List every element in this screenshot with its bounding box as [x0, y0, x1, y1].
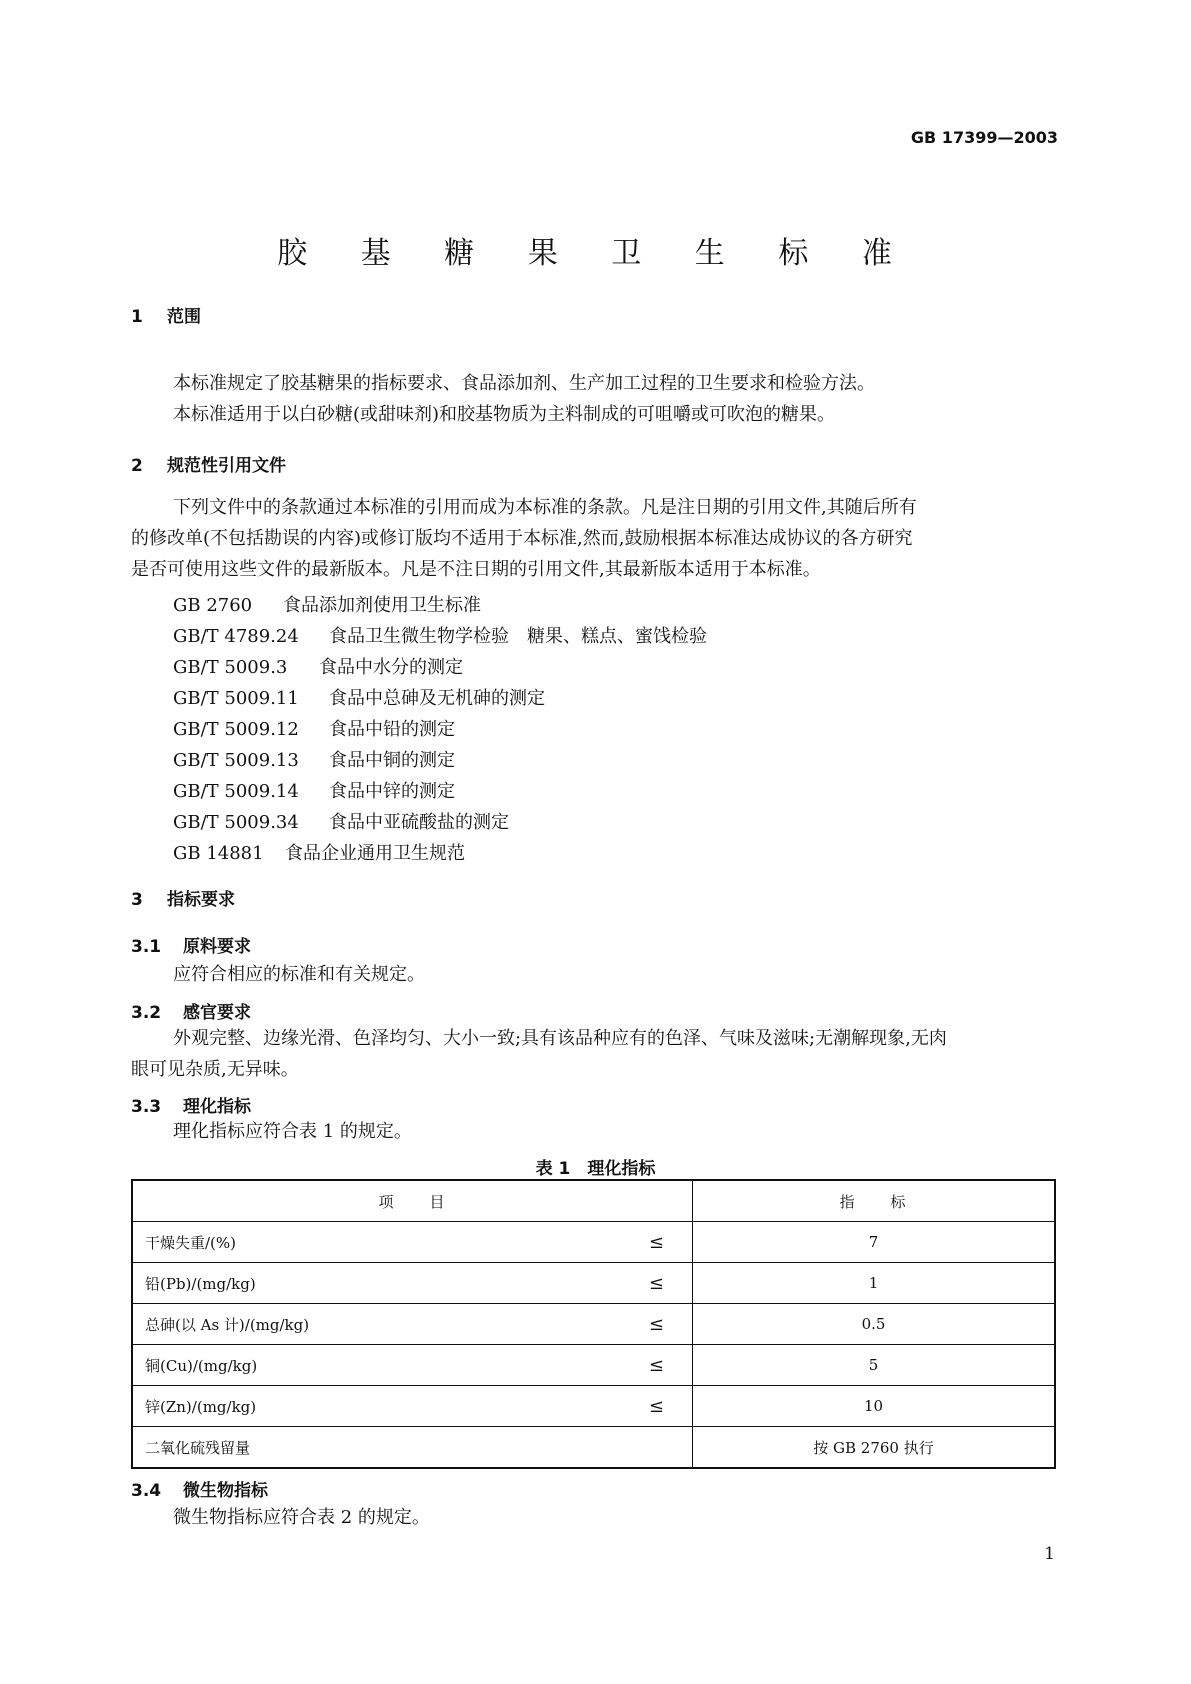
table-cell-value: 5: [693, 1345, 1056, 1386]
item-label: 铜(Cu)/(mg/kg): [145, 1356, 258, 1375]
reference-title: 食品中总砷及无机砷的测定: [329, 688, 545, 709]
paragraph: 本标准适用于以白砂糖(或甜味剂)和胶基物质为主料制成的可咀嚼或可吹泡的糖果。: [173, 404, 836, 425]
reference-code: GB/T 5009.14: [173, 781, 299, 802]
subsection-3-2-heading: [131, 998, 251, 1023]
reference-code: GB/T 5009.13: [173, 750, 299, 771]
table-row: [132, 1304, 1055, 1345]
subsection-title: 原料要求: [183, 937, 251, 957]
table-cell-item: [132, 1263, 693, 1304]
le-symbol: ≤: [648, 1313, 664, 1335]
reference-item: [173, 777, 455, 803]
table-cell-item: [132, 1427, 693, 1469]
reference-item: [173, 591, 481, 617]
table-1-physicochemical: [131, 1179, 1056, 1469]
subsection-3-1-heading: [131, 932, 251, 957]
paragraph-line: 外观完整、边缘光滑、色泽均匀、大小一致;具有该品种应有的色泽、气味及滋味;无潮解现象,无肉: [173, 1028, 947, 1049]
reference-title: 食品中亚硫酸盐的测定: [329, 812, 509, 833]
reference-item: [173, 715, 455, 741]
paragraph: 理化指标应符合表 1 的规定。: [173, 1121, 412, 1142]
le-symbol: ≤: [648, 1395, 664, 1417]
le-symbol: ≤: [648, 1354, 664, 1376]
table-row: [132, 1345, 1055, 1386]
table-cell-value: 按 GB 2760 执行: [693, 1427, 1056, 1469]
reference-code: GB/T 4789.24: [173, 626, 299, 647]
subsection-number: 3.4: [131, 1481, 162, 1501]
reference-title: 食品添加剂使用卫生标准: [283, 595, 481, 616]
reference-item: [173, 653, 463, 679]
table-row: [132, 1263, 1055, 1304]
reference-code: GB/T 5009.11: [173, 688, 299, 709]
reference-title: 食品中铜的测定: [329, 750, 455, 771]
section-number: 2: [131, 456, 143, 476]
item-label: 锌(Zn)/(mg/kg): [145, 1397, 257, 1416]
section-2-heading: [131, 451, 286, 476]
table-cell-value: 10: [693, 1386, 1056, 1427]
reference-title: 食品中铅的测定: [329, 719, 455, 740]
table-header-item: 项 目: [132, 1180, 693, 1222]
section-number: 3: [131, 890, 143, 910]
reference-item: [173, 684, 545, 710]
subsection-title: 微生物指标: [183, 1481, 268, 1501]
reference-title: 食品卫生微生物学检验 糖果、糕点、蜜饯检验: [329, 626, 707, 647]
table-row: [132, 1222, 1055, 1263]
table-cell-value: 7: [693, 1222, 1056, 1263]
table-cell-item: [132, 1345, 693, 1386]
subsection-3-4-heading: [131, 1476, 268, 1501]
paragraph: 微生物指标应符合表 2 的规定。: [173, 1507, 430, 1528]
reference-title: 食品企业通用卫生规范: [285, 843, 465, 864]
document-title: 胶 基 糖 果 卫 生 标 准: [277, 236, 914, 271]
table-1-caption: 表 1 理化指标: [535, 1159, 656, 1179]
section-title: 范围: [167, 307, 201, 327]
subsection-number: 3.2: [131, 1003, 162, 1023]
reference-title: 食品中锌的测定: [329, 781, 455, 802]
table-header-value: 指 标: [693, 1180, 1056, 1222]
reference-code: GB/T 5009.3: [173, 657, 288, 678]
le-symbol: ≤: [648, 1272, 664, 1294]
section-3-heading: [131, 885, 235, 910]
reference-code: GB/T 5009.12: [173, 719, 299, 740]
subsection-3-3-heading: [131, 1092, 251, 1117]
le-symbol: ≤: [648, 1231, 664, 1253]
table-row: [132, 1427, 1055, 1469]
standard-number: GB 17399—2003: [910, 128, 1058, 147]
paragraph-line: 是否可使用这些文件的最新版本。凡是不注日期的引用文件,其最新版本适用于本标准。: [131, 559, 821, 580]
table-cell-value: 0.5: [693, 1304, 1056, 1345]
section-title: 规范性引用文件: [167, 456, 286, 476]
paragraph: 应符合相应的标准和有关规定。: [173, 964, 425, 985]
table-cell-item: [132, 1222, 693, 1263]
table-cell-value: 1: [693, 1263, 1056, 1304]
reference-item: [173, 808, 509, 834]
section-1-heading: [131, 302, 201, 327]
table-cell-item: [132, 1386, 693, 1427]
subsection-title: 感官要求: [183, 1003, 251, 1023]
table-cell-item: [132, 1304, 693, 1345]
item-label: 总砷(以 As 计)/(mg/kg): [145, 1315, 310, 1334]
section-number: 1: [131, 307, 143, 327]
item-label: 二氧化硫残留量: [145, 1438, 251, 1457]
reference-code: GB 14881: [173, 843, 264, 864]
item-label: 铅(Pb)/(mg/kg): [145, 1274, 256, 1293]
reference-title: 食品中水分的测定: [319, 657, 463, 678]
paragraph-line: 下列文件中的条款通过本标准的引用而成为本标准的条款。凡是注日期的引用文件,其随后所有: [173, 497, 917, 518]
paragraph-line: 眼可见杂质,无异味。: [131, 1059, 299, 1080]
subsection-number: 3.1: [131, 937, 162, 957]
item-label: 干燥失重/(%): [145, 1233, 237, 1252]
paragraph: 本标准规定了胶基糖果的指标要求、食品添加剂、生产加工过程的卫生要求和检验方法。: [173, 373, 875, 394]
paragraph-line: 的修改单(不包括勘误的内容)或修订版均不适用于本标准,然而,鼓励根据本标准达成协议的各方研究: [131, 528, 913, 549]
table-header-row: [132, 1180, 1055, 1222]
page-number: 1: [1044, 1544, 1055, 1564]
table-row: [132, 1386, 1055, 1427]
reference-item: [173, 839, 465, 865]
reference-item: [173, 746, 455, 772]
reference-code: GB/T 5009.34: [173, 812, 299, 833]
subsection-title: 理化指标: [183, 1097, 251, 1117]
subsection-number: 3.3: [131, 1097, 162, 1117]
section-title: 指标要求: [167, 890, 235, 910]
reference-item: [173, 622, 707, 648]
reference-code: GB 2760: [173, 595, 253, 616]
